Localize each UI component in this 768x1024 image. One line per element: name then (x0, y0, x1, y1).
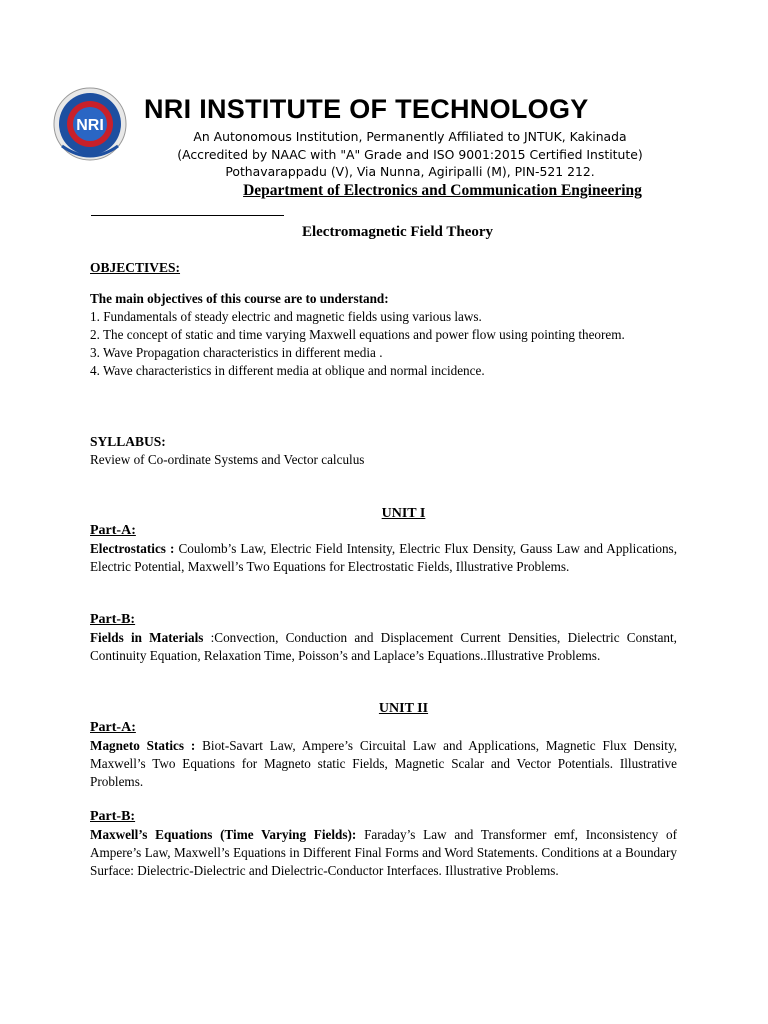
unit-1-part-b (90, 611, 677, 665)
unit-1-part-a (90, 522, 677, 576)
objective-item: 4. Wave characteristics in different media at oblique and normal incidence. (90, 363, 485, 378)
part-topic: Fields in Materials (90, 630, 204, 645)
syllabus-section (90, 433, 677, 469)
objective-item: 3. Wave Propagation characteristics in different media . (90, 345, 383, 360)
part-topic: Maxwell’s Equations (Time Varying Fields): (90, 827, 357, 842)
accreditation-line: (Accredited by NAAC with "A" Grade and ISO 9001:2015 Certified Institute) (177, 147, 643, 162)
syllabus-heading: SYLLABUS: (90, 434, 166, 449)
part-topic: Electrostatics : (90, 541, 175, 556)
objective-item: 1. Fundamentals of steady electric and magnetic fields using various laws. (90, 309, 482, 324)
objectives-list (90, 290, 677, 380)
objectives-section (90, 259, 677, 277)
unit-2-title: UNIT II (378, 701, 429, 716)
part-description: :Convection, Conduction and Displacement Current Densities, Dielectric Constant, Continuity Equation, Relaxation Time, Poisson’s and Laplace’s Equations..Illustrative Problems. (90, 630, 677, 663)
course-title: Electromagnetic Field Theory (301, 224, 494, 240)
department-title: Department of Electronics and Communication Engineering (243, 182, 642, 199)
institute-name: NRI INSTITUTE OF TECHNOLOGY (144, 94, 589, 124)
part-b-label: Part-B: (90, 809, 136, 824)
unit-2-section (90, 700, 677, 718)
objective-item: 2. The concept of static and time varying Maxwell equations and power flow using pointing theorem. (90, 327, 625, 342)
syllabus-intro: Review of Co-ordinate Systems and Vector calculus (90, 452, 365, 467)
unit-2-part-a (90, 719, 677, 791)
part-a-label: Part-A: (90, 720, 136, 735)
unit-2-part-b (90, 808, 677, 880)
address-line: Pothavarappadu (V), Via Nunna, Agiripalli (M), PIN-521 212. (225, 164, 595, 179)
part-a-label: Part-A: (90, 523, 136, 538)
part-description: Biot-Savart Law, Ampere’s Circuital Law and Applications, Magnetic Flux Density, Maxwell’s Two Equations for Magneto static Fields, Magnetic Scalar and Vector Potentials. Illustrative Problems. (90, 738, 677, 789)
part-topic: Magneto Statics : (90, 738, 196, 753)
divider-rule (91, 215, 284, 216)
part-description: Coulomb’s Law, Electric Field Intensity, Electric Flux Density, Gauss Law and Applications, Electric Potential, Maxwell’s Two Equations for Electrostatic Fields, Illustrative Problems. (90, 541, 677, 574)
affiliation-line: An Autonomous Institution, Permanently Affiliated to JNTUK, Kakinada (193, 129, 627, 144)
unit-1-title: UNIT I (381, 506, 426, 521)
part-description: Faraday’s Law and Transformer emf, Inconsistency of Ampere’s Law, Maxwell’s Equations in Different Final Forms and Word Statements. Conditions at a Boundary Surface: Dielectric-Dielectric and Dielectric-Conductor Interfaces. Illustrative Problems. (90, 827, 677, 878)
nri-logo-icon (52, 84, 128, 168)
objectives-heading: OBJECTIVES: (90, 260, 181, 275)
unit-1-section (90, 505, 677, 523)
objectives-intro: The main objectives of this course are to understand: (90, 291, 389, 306)
logo-text: NRI (76, 117, 104, 134)
part-b-label: Part-B: (90, 612, 136, 627)
